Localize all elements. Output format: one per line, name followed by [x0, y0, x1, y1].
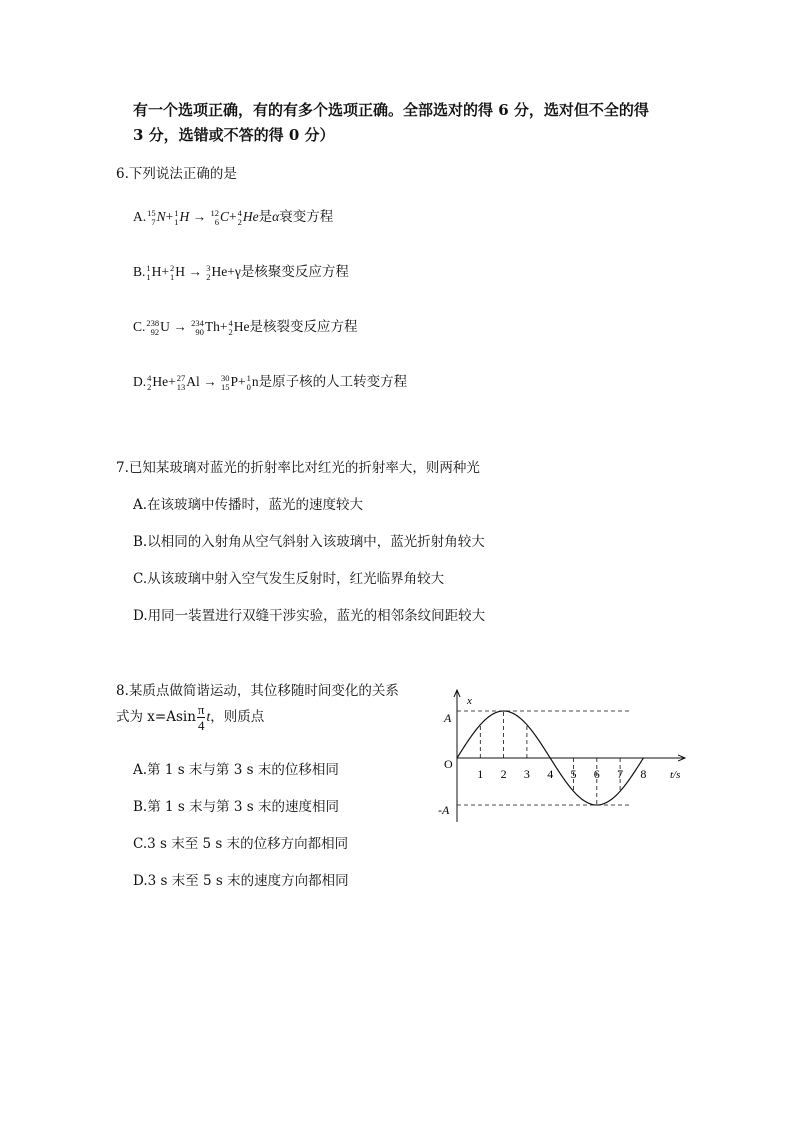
x-axis-label: t/s: [670, 769, 681, 781]
nuclide: 238 92 U: [146, 317, 170, 337]
nuclide: 4 2 He: [147, 372, 169, 392]
nuclide: 30 15 P: [221, 372, 239, 392]
instructions-line-2: 3 分，选错或不答的得 0 分）: [133, 126, 335, 144]
tick-labels: [477, 767, 646, 781]
tick-label-7: 7: [617, 767, 624, 781]
equation-operator: →: [199, 374, 220, 389]
nuclide: 4 2 He: [228, 317, 250, 337]
question-6-option-a: A. 15 7 N+ 1 1 H → 12 6 C+ 4 2 He是α衰变方程: [133, 207, 334, 227]
nuclide: 3 2 He: [206, 262, 228, 282]
equation-operator: +: [168, 374, 176, 389]
equation-operator: +: [227, 264, 235, 279]
tick-label-8: 8: [640, 767, 647, 781]
equation-operator: +: [161, 264, 170, 279]
question-6-option-b: B. 1 1 H+ 2 1 H → 3 2 He+γ是核聚变反应方程: [133, 262, 349, 282]
nuclide: 1 1 H: [174, 207, 190, 227]
question-7-option-b: B.以相同的入射角从空气斜射入该玻璃中，蓝光折射角较大: [133, 534, 485, 550]
question-8-stem-line-2: 式为 x=Asin $\frac{\pi}{4}$ t，则质点: [116, 702, 265, 733]
tick-label-1: 1: [477, 767, 484, 781]
instructions-line-1: 有一个选项正确，有的有多个选项正确。全部选对的得 6 分，选对但不全的得: [133, 101, 649, 119]
equation-operator: +: [165, 209, 174, 224]
question-7-option-a: A.在该玻璃中传播时，蓝光的速度较大: [133, 497, 364, 513]
tick-label-3: 3: [523, 767, 530, 781]
displacement-time-graph: [430, 682, 700, 827]
nuclide: 1 0 n: [246, 372, 259, 392]
nuclide: 1 1 H: [146, 262, 162, 282]
nuclide: 4 2 He: [237, 207, 259, 227]
y-axis-label: x: [467, 695, 472, 707]
nuclide: 12 6 C: [210, 207, 230, 227]
question-8-option-a: A.第 1 s 末与第 3 s 末的位移相同: [133, 762, 339, 778]
question-8-option-d: D.3 s 末至 5 s 末的速度方向都相同: [133, 873, 349, 889]
equation-operator: +: [229, 209, 237, 224]
question-7-option-d: D.用同一装置进行双缝干涉实验，蓝光的相邻条纹间距较大: [133, 608, 486, 624]
question-6-stem: 6.下列说法正确的是: [116, 166, 237, 182]
question-7-option-c: C.从该玻璃中射入空气发生反射时，红光临界角较大: [133, 571, 445, 587]
tick-label-6: 6: [593, 767, 600, 781]
question-8-option-c: C.3 s 末至 5 s 末的位移方向都相同: [133, 836, 349, 852]
amplitude-label-positive: A: [444, 711, 452, 725]
question-6-option-c: C. 238 92 U → 234 90 Th+ 4 2 He是核裂变反应方程: [133, 317, 358, 337]
equation-operator: →: [169, 319, 191, 334]
pi-over-4-fraction: $\frac{\pi}{4}$: [197, 702, 205, 733]
question-7-stem: 7.已知某玻璃对蓝光的折射率比对红光的折射率大，则两种光: [116, 460, 480, 476]
equation-operator: →: [189, 209, 210, 224]
equation-operator: →: [185, 264, 206, 279]
nuclide: 2 1 H: [170, 262, 186, 282]
question-8-stem-line-1: 8.某质点做简谐运动，其位移随时间变化的关系: [116, 683, 399, 699]
tick-label-4: 4: [547, 767, 554, 781]
question-8-option-b: B.第 1 s 末与第 3 s 末的速度相同: [133, 799, 339, 815]
equation-operator: +: [238, 374, 246, 389]
equation-operator: +: [219, 319, 228, 334]
tick-label-5: 5: [570, 767, 577, 781]
nuclide: 27 13 Al: [176, 372, 200, 392]
tick-label-2: 2: [500, 767, 507, 781]
origin-label: O: [444, 757, 453, 771]
nuclide: 15 7 N: [147, 207, 166, 227]
equation-operator: γ: [234, 264, 241, 279]
amplitude-label-negative: -A: [438, 803, 450, 817]
question-6-option-d: D. 4 2 He+ 27 13 Al → 30 15 P+ 1 0 n是原子核的人工转变方程: [133, 372, 408, 392]
nuclide: 234 90 Th: [191, 317, 220, 337]
